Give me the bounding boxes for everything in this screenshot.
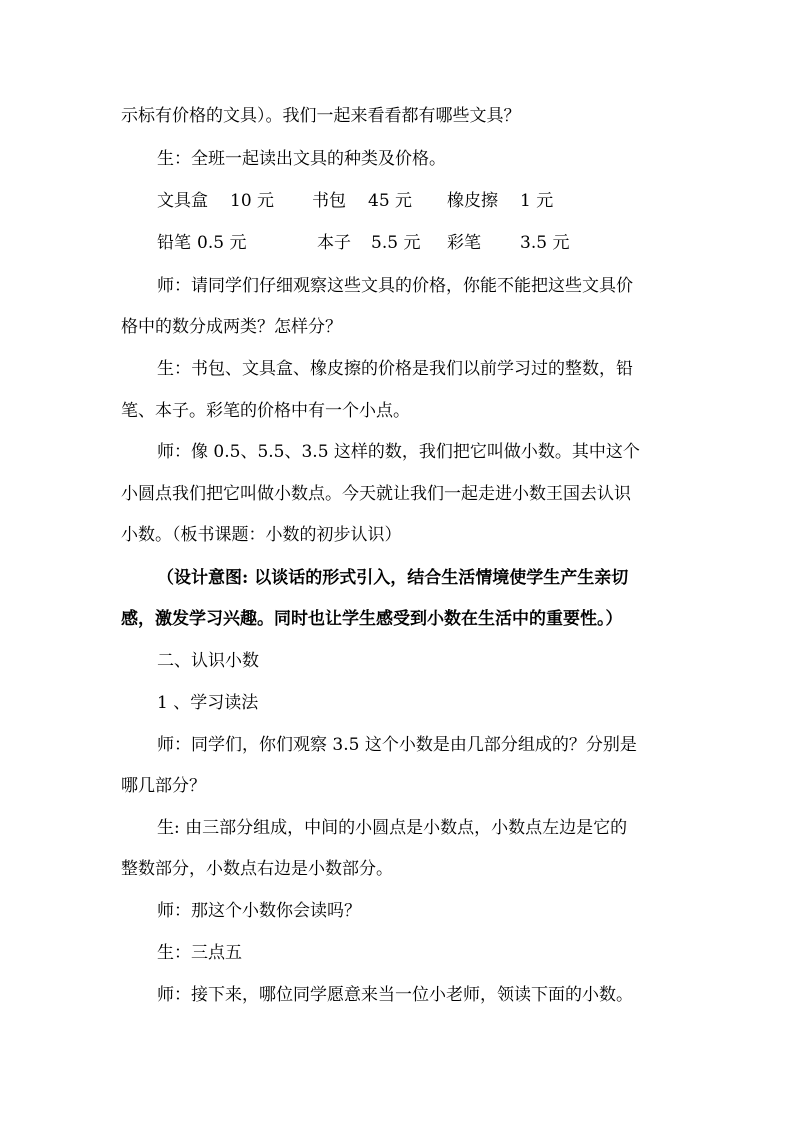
price-item-value: 1 元	[520, 191, 554, 211]
paragraph-line: 笔、本子。彩笔的价格中有一个小点。	[121, 401, 410, 421]
paragraph-line: 生: 由三部分组成，中间的小圆点是小数点，小数点左边是它的	[157, 818, 628, 838]
price-item-name: 文具盒	[157, 191, 208, 211]
paragraph-line: 整数部分，小数点右边是小数部分。	[121, 859, 393, 879]
paragraph-line: 生：全班一起读出文具的种类及价格。	[157, 149, 446, 169]
paragraph-line: 格中的数分成两类？怎样分？	[121, 317, 342, 337]
paragraph-line: 哪几部分？	[121, 776, 206, 796]
price-item-value: 10 元	[230, 191, 275, 211]
paragraph-line: 师：请同学们仔细观察这些文具的价格，你能不能把这些文具价	[157, 276, 633, 296]
paragraph-line: 生：三点五	[157, 943, 242, 963]
design-intent-line: （设计意图: 以谈话的形式引入，结合生活情境使学生产生亲切	[157, 568, 629, 588]
paragraph-line: 师：像 0.5、5.5、3.5 这样的数，我们把它叫做小数。其中这个	[157, 442, 640, 462]
subsection-heading: 1 、学习读法	[157, 693, 259, 713]
paragraph-line: 小数。（板书课题：小数的初步认识）	[121, 525, 402, 545]
price-item-name: 橡皮擦	[447, 191, 498, 211]
price-item-name: 彩笔	[447, 233, 481, 253]
price-item-value: 3.5 元	[520, 233, 570, 253]
paragraph-line: 小圆点我们把它叫做小数点。今天就让我们一起走进小数王国去认识	[121, 484, 631, 504]
paragraph-line: 师：接下来，哪位同学愿意来当一位小老师，领读下面的小数。	[157, 985, 633, 1005]
section-heading: 二、认识小数	[157, 651, 259, 671]
design-intent-line: 感，激发学习兴趣。同时也让学生感受到小数在生活中的重要性。）	[121, 609, 623, 629]
paragraph-line: 示标有价格的文具）。我们一起来看看都有哪些文具？	[121, 106, 521, 126]
paragraph-line: 师：同学们，你们观察 3.5 这个小数是由几部分组成的？分别是	[157, 735, 637, 755]
price-item-name: 铅笔	[157, 233, 191, 253]
paragraph-line: 生：书包、文具盒、橡皮擦的价格是我们以前学习过的整数，铅	[157, 359, 633, 379]
price-item-name: 书包	[312, 191, 346, 211]
price-item-name: 本子	[317, 233, 351, 253]
price-item-value: 45 元	[368, 191, 413, 211]
price-item-value: 0.5 元	[197, 233, 247, 253]
paragraph-line: 师：那这个小数你会读吗？	[157, 901, 361, 921]
price-item-value: 5.5 元	[371, 233, 421, 253]
